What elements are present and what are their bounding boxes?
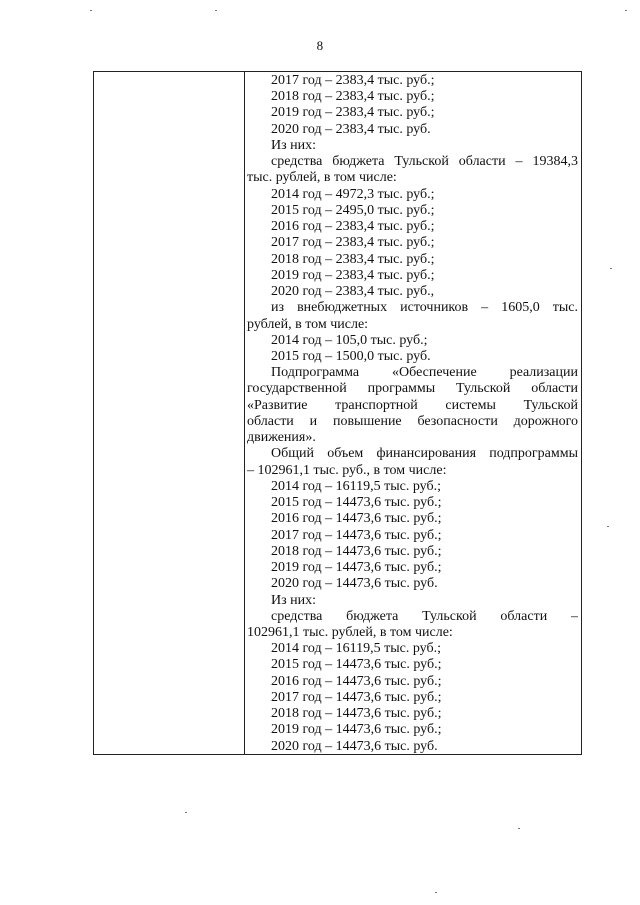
table-left-cell xyxy=(94,72,245,754)
text-line: 2018 год – 14473,6 тыс. руб.; xyxy=(271,543,442,559)
page-number: 8 xyxy=(316,38,324,53)
text-line: 2015 год – 14473,6 тыс. руб.; xyxy=(271,657,442,673)
text-line: рублей, в том числе: xyxy=(247,316,369,332)
text-line: 2017 год – 2383,4 тыс. руб.; xyxy=(271,73,435,88)
text-line: средства бюджета Тульской области – 19384,3 xyxy=(271,154,578,170)
text-line: 2016 год – 14473,6 тыс. руб.; xyxy=(271,673,442,689)
scan-artifact xyxy=(518,828,520,829)
text-line: 2016 год – 2383,4 тыс. руб.; xyxy=(271,219,435,235)
scan-artifact xyxy=(607,526,609,527)
text-line: 2014 год – 4972,3 тыс. руб.; xyxy=(271,186,435,202)
text-line: 2019 год – 14473,6 тыс. руб.; xyxy=(271,722,442,738)
text-line: 2019 год – 14473,6 тыс. руб.; xyxy=(271,560,442,576)
text-line: 2015 год – 2495,0 тыс. руб.; xyxy=(271,202,435,218)
text-line: 2015 год – 14473,6 тыс. руб.; xyxy=(271,495,442,511)
table-right-cell xyxy=(247,72,578,755)
scan-artifact xyxy=(215,10,217,11)
text-line: 2014 год – 16119,5 тыс. руб.; xyxy=(271,641,441,657)
text-line: «Развитие транспортной системы Тульской xyxy=(247,397,578,413)
text-line: 2014 год – 16119,5 тыс. руб.; xyxy=(271,478,441,494)
scan-artifact xyxy=(435,892,437,893)
text-line: 2020 год – 14473,6 тыс. руб. xyxy=(271,738,438,754)
text-line: 2020 год – 14473,6 тыс. руб. xyxy=(271,576,438,592)
text-line: Из них: xyxy=(271,592,317,608)
scan-artifact xyxy=(185,812,187,813)
scan-artifact xyxy=(625,10,627,11)
scan-artifact xyxy=(610,268,612,269)
text-line: 2018 год – 2383,4 тыс. руб.; xyxy=(271,89,435,105)
text-line: тыс. рублей, в том числе: xyxy=(247,170,397,186)
text-line: 2016 год – 14473,6 тыс. руб.; xyxy=(271,511,442,527)
text-line: 2019 год – 2383,4 тыс. руб.; xyxy=(271,267,435,283)
text-line: Общий объем финансирования подпрограммы xyxy=(271,446,578,462)
text-line: 2015 год – 1500,0 тыс. руб. xyxy=(271,348,431,364)
text-line: из внебюджетных источников – 1605,0 тыс. xyxy=(271,300,578,316)
text-line: 2014 год – 105,0 тыс. руб.; xyxy=(271,332,428,348)
text-line: области и повышение безопасности дорожного xyxy=(247,413,578,429)
text-line: 2019 год – 2383,4 тыс. руб.; xyxy=(271,105,435,121)
text-line: 102961,1 тыс. рублей, в том числе: xyxy=(247,624,453,640)
text-line: – 102961,1 тыс. руб., в том числе: xyxy=(247,462,447,478)
text-line: государственной программы Тульской области xyxy=(247,381,578,397)
text-line: 2017 год – 14473,6 тыс. руб.; xyxy=(271,527,442,543)
text-line: Из них: xyxy=(271,137,317,153)
text-line: 2018 год – 2383,4 тыс. руб.; xyxy=(271,251,435,267)
text-line: 2017 год – 14473,6 тыс. руб.; xyxy=(271,689,442,705)
text-line: 2020 год – 2383,4 тыс. руб., xyxy=(271,284,435,300)
text-line: движения». xyxy=(247,430,316,446)
text-line: 2017 год – 2383,4 тыс. руб.; xyxy=(271,235,435,251)
text-line: Подпрограмма «Обеспечение реализации xyxy=(271,365,578,381)
scan-artifact xyxy=(90,10,92,11)
text-line: 2018 год – 14473,6 тыс. руб.; xyxy=(271,706,442,722)
text-line: 2020 год – 2383,4 тыс. руб. xyxy=(271,121,431,137)
text-line: средства бюджета Тульской области – xyxy=(271,608,578,624)
document-table xyxy=(93,71,582,755)
